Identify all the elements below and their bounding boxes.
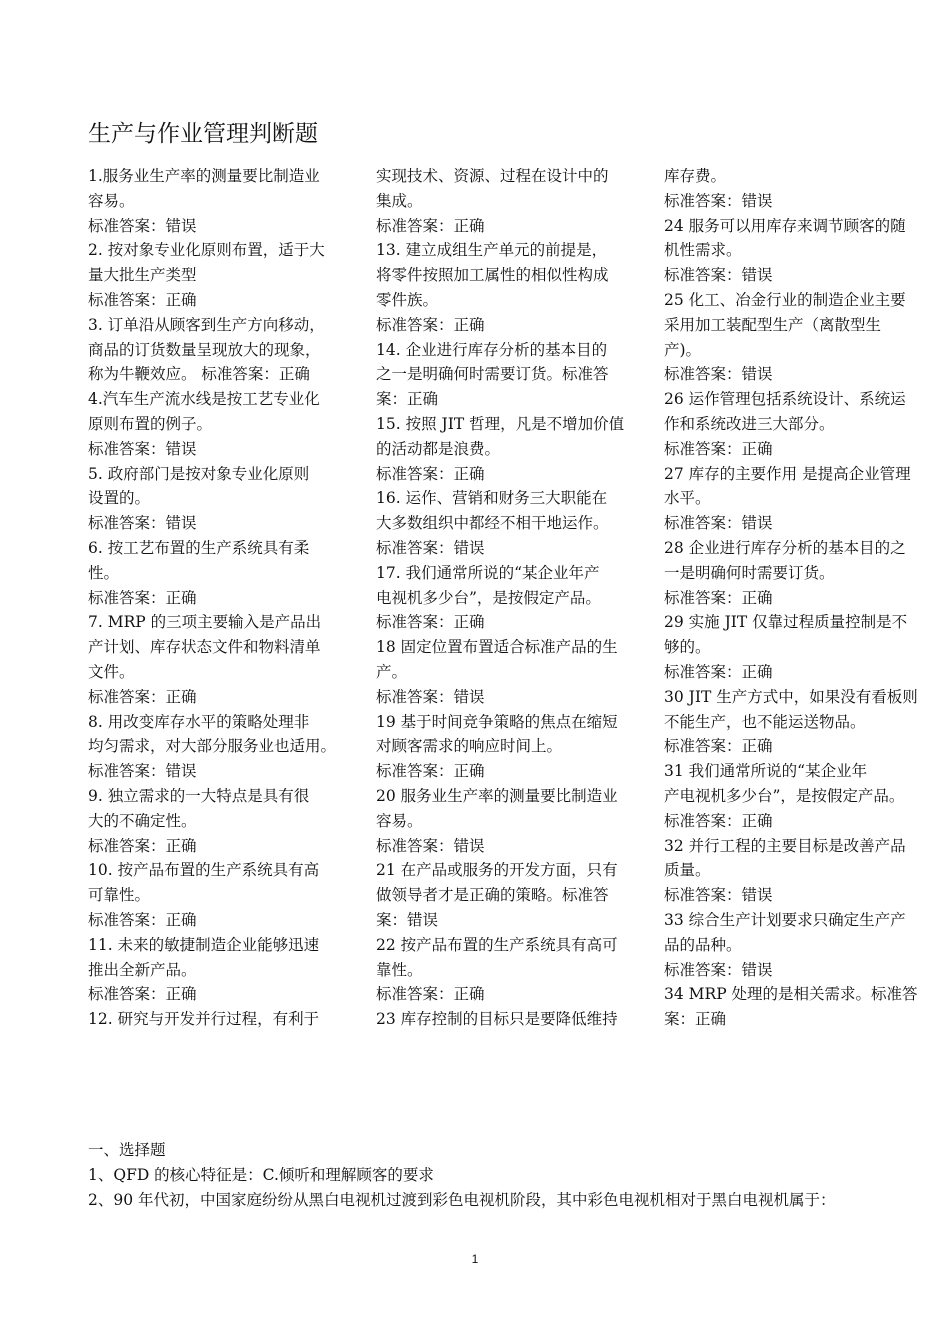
text-line: 对顾客需求的响应时间上。 — [376, 737, 563, 756]
text-line: 大多数组织中都经不相干地运作。 — [376, 514, 609, 533]
text-line: 产)。 — [664, 340, 702, 359]
text-line: 标准答案：正确 — [88, 910, 197, 929]
text-line: 17. 我们通常所说的“某企业年产 — [376, 563, 600, 582]
text-line: 28 企业进行库存分析的基本目的之 — [664, 538, 906, 557]
text-line: 标准答案：错误 — [376, 538, 485, 557]
column-2 — [376, 164, 638, 1032]
text-line: 大的不确定性。 — [88, 811, 197, 830]
text-line: 标准答案：正确 — [376, 216, 485, 235]
text-line: 之一是明确何时需要订货。标准答 — [376, 365, 609, 384]
text-line: 标准答案：正确 — [664, 811, 773, 830]
text-line: 集成。 — [376, 191, 423, 210]
text-line: 32 并行工程的主要目标是改善产品 — [664, 836, 906, 855]
text-line: 24 服务可以用库存来调节顾客的随 — [664, 216, 906, 235]
text-line: 标准答案：错误 — [664, 960, 773, 979]
text-line: 20 服务业生产率的测量要比制造业 — [376, 786, 618, 805]
text-line: 标准答案：错误 — [664, 266, 773, 285]
text-line: 13. 建立成组生产单元的前提是， — [376, 241, 608, 260]
page-number: 1 — [471, 1252, 479, 1266]
text-line: 可靠性。 — [88, 886, 151, 905]
text-line: 15. 按照 JIT 哲理，凡是不增加价值 — [376, 414, 625, 433]
text-line: 原则布置的例子。 — [88, 414, 213, 433]
text-line: 标准答案：正确 — [664, 439, 773, 458]
text-line: 标准答案：错误 — [88, 216, 197, 235]
text-line: 8. 用改变库存水平的策略处理非 — [88, 712, 310, 731]
text-line: 采用加工装配型生产（离散型生 — [664, 315, 882, 334]
text-line: 33 综合生产计划要求只确定生产产 — [664, 910, 906, 929]
text-line: 标准答案：正确 — [664, 737, 773, 756]
text-line: 一是明确何时需要订货。 — [664, 563, 835, 582]
text-line: 量大批生产类型 — [88, 266, 197, 285]
text-line: 标准答案：错误 — [664, 886, 773, 905]
text-line: 标准答案：错误 — [376, 836, 485, 855]
text-line: 实现技术、资源、过程在设计中的 — [376, 167, 609, 185]
text-line: 11. 未来的敏捷制造企业能够迅速 — [88, 935, 320, 954]
text-line: 产计划、库存状态文件和物料清单 — [88, 638, 321, 657]
text-line: 设置的。 — [88, 489, 151, 508]
text-line: 19 基于时间竞争策略的焦点在缩短 — [376, 712, 618, 731]
text-line: 标准答案：正确 — [88, 836, 197, 855]
text-line: 12. 研究与开发并行过程，有利于 — [88, 1010, 320, 1029]
text-line: 标准答案：正确 — [376, 613, 485, 632]
text-line: 产。 — [376, 662, 408, 681]
text-line: 3. 订单沿从顾客到生产方向移动， — [88, 315, 325, 334]
text-line: 7. MRP 的三项主要输入是产品出 — [88, 613, 322, 632]
text-line: 2. 按对象专业化原则布置，适于大 — [88, 241, 325, 260]
text-line: 27 库存的主要作用 是提高企业管理 — [664, 464, 911, 483]
text-line: 标准答案：正确 — [376, 315, 485, 334]
text-line: 标准答案：正确 — [376, 985, 485, 1004]
text-line: 靠性。 — [376, 960, 423, 979]
text-line: 29 实施 JIT 仅靠过程质量控制是不 — [664, 613, 908, 632]
text-line: 25 化工、冶金行业的制造企业主要 — [664, 290, 906, 309]
text-line: 23 库存控制的目标只是要降低维持 — [376, 1010, 618, 1029]
section-line: 2、90 年代初，中国家庭纷纷从黑白电视机过渡到彩色电视机阶段，其中彩色电视机相对于黑白电视机属于： — [88, 1190, 836, 1209]
column-1 — [88, 164, 350, 1032]
text-line: 14. 企业进行库存分析的基本目的 — [376, 340, 608, 359]
text-line: 10. 按产品布置的生产系统具有高 — [88, 861, 320, 880]
text-line: 质量。 — [664, 861, 711, 880]
text-line: 标准答案：错误 — [376, 687, 485, 706]
text-line: 标准答案：错误 — [664, 191, 773, 210]
section-line: 1、QFD 的核心特征是：C.倾听和理解顾客的要求 — [88, 1165, 434, 1184]
text-line: 不能生产，也不能运送物品。 — [664, 712, 866, 731]
text-line: 34 MRP 处理的是相关需求。标准答 — [664, 985, 918, 1004]
text-line: 标准答案：错误 — [88, 514, 197, 533]
text-line: 5. 政府部门是按对象专业化原则 — [88, 464, 310, 483]
text-line: 机性需求。 — [664, 241, 742, 260]
text-line: 标准答案：正确 — [88, 588, 197, 607]
text-line: 容易。 — [88, 191, 135, 210]
text-line: 标准答案：错误 — [664, 514, 773, 533]
text-line: 标准答案：正确 — [88, 687, 197, 706]
text-line: 案：正确 — [376, 390, 439, 409]
text-line: 16. 运作、营销和财务三大职能在 — [376, 489, 608, 508]
text-line: 商品的订货数量呈现放大的现象， — [88, 340, 321, 359]
text-line: 称为牛鞭效应。 标准答案：正确 — [88, 365, 310, 384]
text-line: 4.汽车生产流水线是按工艺专业化 — [88, 390, 320, 409]
text-line: 标准答案：错误 — [88, 762, 197, 781]
text-line: 产电视机多少台”，是按假定产品。 — [664, 786, 905, 805]
text-line: 做领导者才是正确的策略。标准答 — [376, 886, 609, 905]
text-line: 库存费。 — [664, 167, 727, 185]
text-line: 22 按产品布置的生产系统具有高可 — [376, 935, 618, 954]
text-line: 容易。 — [376, 811, 423, 830]
text-line: 性。 — [88, 563, 120, 582]
text-line: 文件。 — [88, 662, 135, 681]
text-line: 26 运作管理包括系统设计、系统运 — [664, 390, 906, 409]
text-line: 标准答案：正确 — [664, 588, 773, 607]
text-line: 18 固定位置布置适合标准产品的生 — [376, 638, 618, 657]
text-line: 1.服务业生产率的测量要比制造业 — [88, 167, 320, 185]
text-line: 将零件按照加工属性的相似性构成 — [376, 266, 609, 285]
text-line: 电视机多少台”，是按假定产品。 — [376, 588, 601, 607]
text-line: 标准答案：正确 — [376, 464, 485, 483]
text-line: 标准答案：正确 — [88, 985, 197, 1004]
text-line: 30 JIT 生产方式中，如果没有看板则 — [664, 687, 918, 706]
text-line: 均匀需求，对大部分服务业也适用。 — [88, 737, 337, 756]
text-line: 推出全新产品。 — [88, 960, 197, 979]
text-line: 案：正确 — [664, 1010, 727, 1029]
choice-section — [88, 1138, 836, 1212]
text-line: 标准答案：错误 — [664, 365, 773, 384]
text-line: 标准答案：正确 — [664, 662, 773, 681]
text-line: 零件族。 — [376, 290, 439, 309]
text-line: 标准答案：正确 — [376, 762, 485, 781]
section-heading: 一、选择题 — [88, 1141, 166, 1159]
text-line: 标准答案：错误 — [88, 439, 197, 458]
text-line: 的活动都是浪费。 — [376, 439, 501, 458]
text-line: 够的。 — [664, 638, 711, 657]
page-title: 生产与作业管理判断题 — [88, 121, 318, 147]
text-line: 标准答案：正确 — [88, 290, 197, 309]
text-line: 9. 独立需求的一大特点是具有很 — [88, 786, 310, 805]
text-line: 21 在产品或服务的开发方面，只有 — [376, 861, 618, 880]
text-line: 6. 按工艺布置的生产系统具有柔 — [88, 538, 310, 557]
text-line: 水平。 — [664, 489, 711, 508]
text-line: 品的品种。 — [664, 935, 742, 954]
text-line: 31 我们通常所说的“某企业年 — [664, 762, 868, 781]
text-line: 案：错误 — [376, 910, 439, 929]
text-line: 作和系统改进三大部分。 — [664, 414, 835, 433]
column-3 — [664, 164, 926, 1032]
